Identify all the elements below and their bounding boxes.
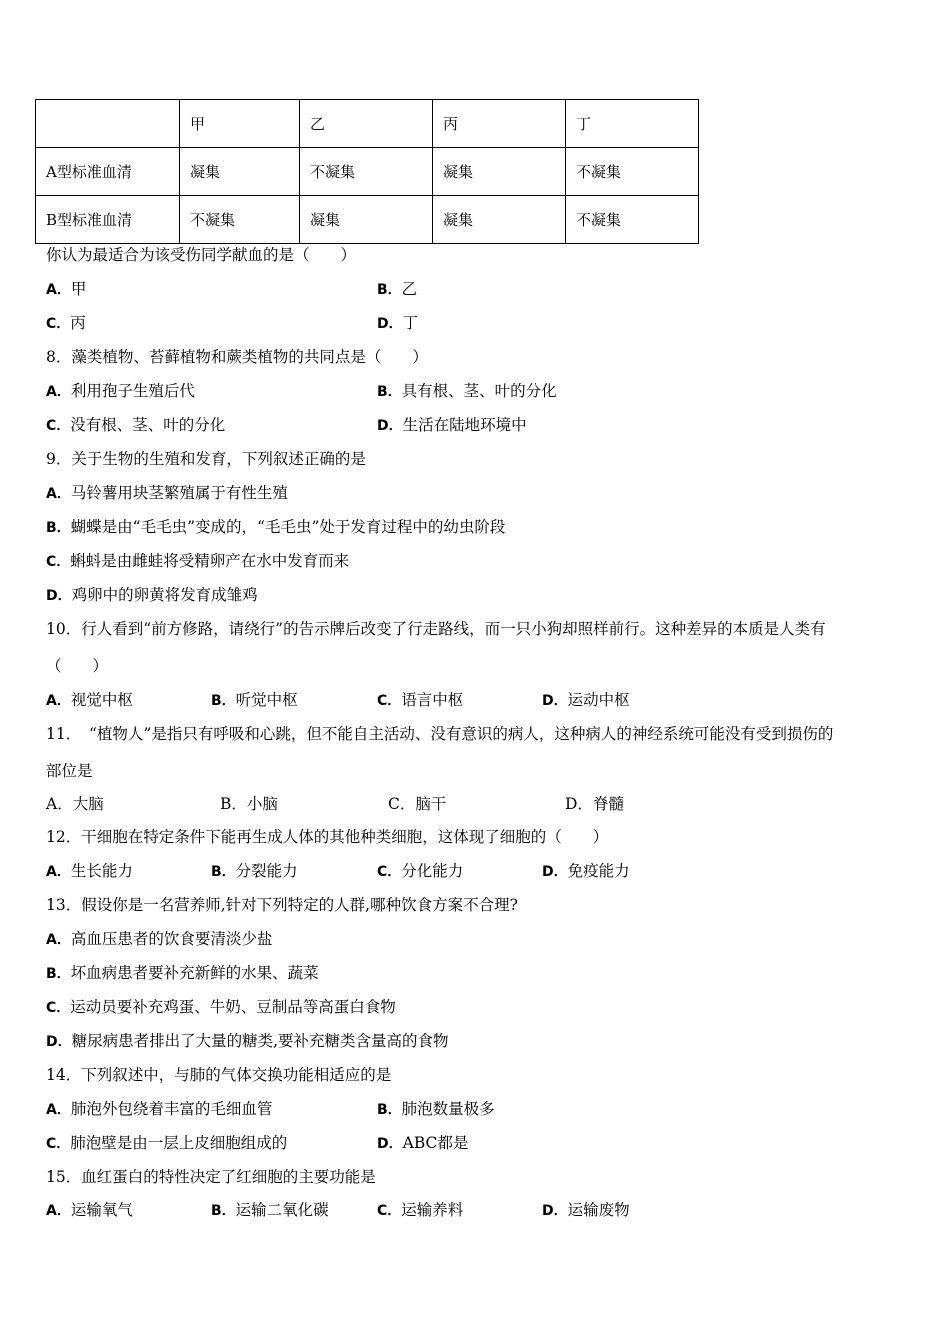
option-text: 脑干 bbox=[415, 795, 447, 813]
option-text: 高血压患者的饮食要清淡少盐 bbox=[70, 930, 273, 948]
option-label: A． bbox=[46, 282, 71, 298]
option-label: A． bbox=[46, 384, 71, 400]
question-10-stem: 10．行人看到“前方修路，请绕行”的告示牌后改变了行走路线，而一只小狗却照样前行。这种差异的本质是人类有 bbox=[46, 620, 826, 638]
q10-option-c[interactable] bbox=[377, 690, 463, 711]
option-text: 生活在陆地环境中 bbox=[402, 416, 527, 434]
q11-option-b[interactable] bbox=[220, 794, 278, 814]
option-label: C． bbox=[46, 316, 71, 332]
option-label: B． bbox=[377, 1102, 402, 1118]
option-text: ABC都是 bbox=[402, 1134, 469, 1152]
q9-option-b[interactable] bbox=[46, 517, 505, 538]
option-text: 生长能力 bbox=[70, 862, 133, 880]
option-text: 视觉中枢 bbox=[70, 691, 133, 709]
option-text: 肺泡壁是由一层上皮细胞组成的 bbox=[70, 1134, 288, 1152]
option-text: 肺泡外包绕着丰富的毛细血管 bbox=[70, 1100, 273, 1118]
option-text: 丁 bbox=[402, 314, 419, 332]
q10-option-b[interactable] bbox=[211, 690, 298, 711]
table-cell bbox=[36, 100, 180, 148]
option-text: 具有根、茎、叶的分化 bbox=[401, 382, 557, 400]
q12-option-a[interactable] bbox=[46, 861, 133, 882]
q12-option-b[interactable] bbox=[211, 861, 298, 882]
option-label: B． bbox=[211, 693, 236, 709]
option-text: 免疫能力 bbox=[567, 862, 630, 880]
option-text: 听觉中枢 bbox=[235, 691, 298, 709]
question-10-stem-cont: （ ） bbox=[46, 657, 109, 675]
table-cell: 丁 bbox=[566, 100, 699, 148]
option-label: A． bbox=[46, 1102, 71, 1118]
option-text: 甲 bbox=[70, 280, 87, 298]
table-header-row bbox=[36, 100, 699, 148]
q15-option-d[interactable] bbox=[542, 1200, 630, 1221]
table-cell: 凝集 bbox=[433, 196, 566, 244]
option-text: 语言中枢 bbox=[401, 691, 464, 709]
option-label: B． bbox=[211, 1203, 236, 1219]
option-label: B． bbox=[46, 966, 71, 982]
q15-option-a[interactable] bbox=[46, 1200, 133, 1221]
option-label: B． bbox=[377, 282, 402, 298]
q11-option-d[interactable] bbox=[565, 794, 624, 814]
option-text: 没有根、茎、叶的分化 bbox=[70, 416, 226, 434]
q14-option-d[interactable] bbox=[377, 1133, 468, 1154]
table-cell: 甲 bbox=[180, 100, 300, 148]
option-text: 马铃薯用块茎繁殖属于有性生殖 bbox=[70, 484, 288, 502]
q14-option-a[interactable] bbox=[46, 1099, 272, 1120]
q8-option-d[interactable] bbox=[377, 415, 527, 436]
q7-option-d[interactable] bbox=[377, 313, 418, 334]
option-text: 肺泡数量极多 bbox=[401, 1100, 495, 1118]
table-cell: B型标准血清 bbox=[36, 196, 180, 244]
q7-option-c[interactable] bbox=[46, 313, 86, 334]
option-label: C． bbox=[377, 693, 402, 709]
option-text: 运动员要补充鸡蛋、牛奶、豆制品等高蛋白食物 bbox=[70, 998, 396, 1016]
option-text: 脊髓 bbox=[592, 795, 624, 813]
option-text: 乙 bbox=[401, 280, 418, 298]
q13-option-a[interactable] bbox=[46, 929, 272, 950]
q11-option-a[interactable] bbox=[46, 794, 104, 814]
q15-option-b[interactable] bbox=[211, 1200, 329, 1221]
question-9-stem: 9．关于生物的生殖和发育，下列叙述正确的是 bbox=[46, 450, 366, 468]
option-label: B． bbox=[220, 795, 247, 813]
option-text: 分化能力 bbox=[401, 862, 464, 880]
option-label: D． bbox=[46, 1034, 72, 1050]
q11-option-c[interactable] bbox=[388, 794, 446, 814]
option-label: C． bbox=[46, 418, 71, 434]
option-text: 小脑 bbox=[246, 795, 278, 813]
option-label: C． bbox=[46, 554, 71, 570]
q10-option-d[interactable] bbox=[542, 690, 630, 711]
table-cell: 凝集 bbox=[433, 148, 566, 196]
option-text: 糖尿病患者排出了大量的糖类,要补充糖类含量高的食物 bbox=[71, 1032, 449, 1050]
question-13-stem: 13．假设你是一名营养师,针对下列特定的人群,哪种饮食方案不合理? bbox=[46, 896, 518, 914]
q9-option-d[interactable] bbox=[46, 585, 258, 606]
q9-option-c[interactable] bbox=[46, 551, 349, 572]
option-text: 运输养料 bbox=[401, 1201, 464, 1219]
option-text: 运输氧气 bbox=[70, 1201, 133, 1219]
table-cell: 乙 bbox=[300, 100, 433, 148]
option-label: D． bbox=[377, 418, 403, 434]
option-label: A． bbox=[46, 1203, 71, 1219]
q13-option-c[interactable] bbox=[46, 997, 396, 1018]
question-11-stem-cont: 部位是 bbox=[46, 762, 93, 780]
q7-option-b[interactable] bbox=[377, 279, 417, 300]
option-text: 丙 bbox=[70, 314, 86, 332]
question-11-stem: 11． “植物人”是指只有呼吸和心跳，但不能自主活动、没有意识的病人，这种病人的神经系统可能没有受到损伤的 bbox=[46, 725, 834, 743]
question-15-stem: 15．血红蛋白的特性决定了红细胞的主要功能是 bbox=[46, 1168, 376, 1186]
option-label: D． bbox=[542, 1203, 568, 1219]
q8-option-b[interactable] bbox=[377, 381, 557, 402]
q10-option-a[interactable] bbox=[46, 690, 133, 711]
table-cell: 丙 bbox=[433, 100, 566, 148]
q12-option-d[interactable] bbox=[542, 861, 630, 882]
question-14-stem: 14．下列叙述中，与肺的气体交换功能相适应的是 bbox=[46, 1066, 392, 1084]
option-label: D． bbox=[46, 588, 72, 604]
q9-option-a[interactable] bbox=[46, 483, 288, 504]
q15-option-c[interactable] bbox=[377, 1200, 463, 1221]
table-cell: 凝集 bbox=[180, 148, 300, 196]
table-cell: 不凝集 bbox=[566, 196, 699, 244]
blood-type-table bbox=[35, 99, 699, 244]
question-12-stem: 12．干细胞在特定条件下能再生成人体的其他种类细胞，这体现了细胞的（ ） bbox=[46, 828, 609, 846]
option-text: 运输废物 bbox=[567, 1201, 630, 1219]
option-label: A． bbox=[46, 486, 71, 502]
option-label: C． bbox=[46, 1000, 71, 1016]
option-label: A． bbox=[46, 795, 73, 813]
option-label: A． bbox=[46, 932, 71, 948]
option-text: 蝴蝶是由“毛毛虫”变成的，“毛毛虫”处于发育过程中的幼虫阶段 bbox=[70, 518, 506, 536]
table-cell: 凝集 bbox=[300, 196, 433, 244]
q13-option-b[interactable] bbox=[46, 963, 319, 984]
option-label: C． bbox=[377, 864, 402, 880]
option-label: C． bbox=[388, 795, 416, 813]
table-cell: 不凝集 bbox=[300, 148, 433, 196]
q7-option-a[interactable] bbox=[46, 279, 86, 300]
option-label: D． bbox=[377, 316, 403, 332]
table-cell: 不凝集 bbox=[566, 148, 699, 196]
q8-option-c[interactable] bbox=[46, 415, 225, 436]
option-text: 运输二氧化碳 bbox=[235, 1201, 329, 1219]
question-8-stem: 8．藻类植物、苔藓植物和蕨类植物的共同点是（ ） bbox=[46, 348, 428, 366]
option-label: B． bbox=[377, 384, 402, 400]
table-row bbox=[36, 148, 699, 196]
table-row bbox=[36, 196, 699, 244]
option-label: B． bbox=[211, 864, 236, 880]
option-label: C． bbox=[377, 1203, 402, 1219]
option-label: C． bbox=[46, 1136, 71, 1152]
option-text: 运动中枢 bbox=[567, 691, 630, 709]
q14-option-c[interactable] bbox=[46, 1133, 287, 1154]
option-text: 利用孢子生殖后代 bbox=[70, 382, 195, 400]
option-label: D． bbox=[377, 1136, 403, 1152]
option-label: D． bbox=[565, 795, 593, 813]
table-cell: 不凝集 bbox=[180, 196, 300, 244]
q12-option-c[interactable] bbox=[377, 861, 463, 882]
table-cell: A型标准血清 bbox=[36, 148, 180, 196]
q14-option-b[interactable] bbox=[377, 1099, 495, 1120]
option-label: A． bbox=[46, 864, 71, 880]
option-label: A． bbox=[46, 693, 71, 709]
option-text: 坏血病患者要补充新鲜的水果、蔬菜 bbox=[70, 964, 319, 982]
option-text: 鸡卵中的卵黄将发育成雏鸡 bbox=[71, 586, 258, 604]
option-label: D． bbox=[542, 693, 568, 709]
question-7-stem: 你认为最适合为该受伤同学献血的是（ ） bbox=[46, 246, 357, 264]
option-text: 蝌蚪是由雌蛙将受精卵产在水中发育而来 bbox=[70, 552, 350, 570]
option-text: 分裂能力 bbox=[235, 862, 298, 880]
option-label: D． bbox=[542, 864, 568, 880]
option-label: B． bbox=[46, 520, 71, 536]
q8-option-a[interactable] bbox=[46, 381, 195, 402]
q13-option-d[interactable] bbox=[46, 1031, 449, 1052]
option-text: 大脑 bbox=[72, 795, 104, 813]
